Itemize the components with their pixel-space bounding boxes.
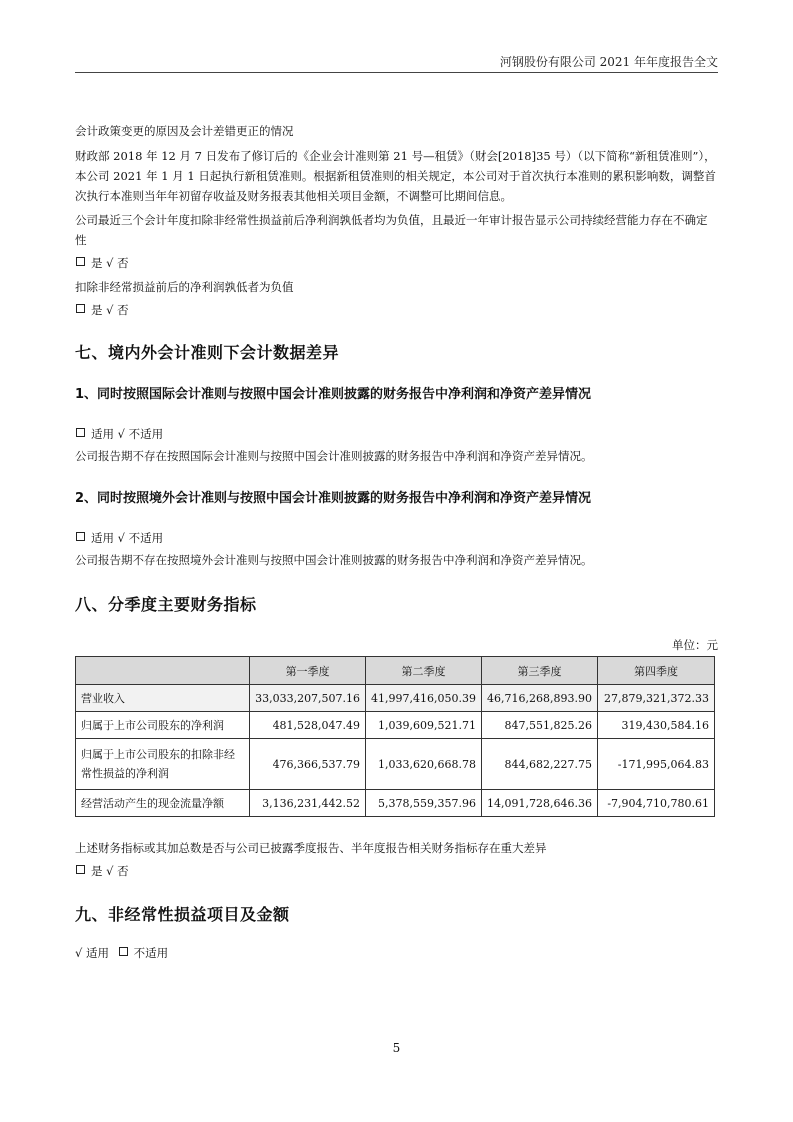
table-header-cell: 第二季度: [366, 657, 482, 685]
table-row: [76, 739, 715, 790]
section-7-2-title: 2、同时按照境外会计准则与按照中国会计准则披露的财务报告中净利润和净资产差异情况: [75, 491, 592, 506]
section-8-choice-label: 是 √ 否: [91, 864, 129, 878]
section-7-2-choice: [75, 528, 163, 548]
checkbox-icon: [119, 947, 128, 956]
quarterly-financial-table: [75, 656, 715, 817]
section-9-choice-checked: √ 适用: [75, 946, 109, 960]
table-cell: 27,879,321,372.33: [598, 685, 715, 712]
section-7-1-choice-label: 适用 √ 不适用: [91, 427, 164, 441]
unit-label: 单位：元: [672, 638, 718, 652]
table-cell: 481,528,047.49: [250, 712, 366, 739]
checkbox-icon: [76, 257, 85, 266]
row-label: 归属于上市公司股东的净利润: [76, 712, 250, 739]
section-9-title: 九、非经常性损益项目及金额: [75, 905, 290, 924]
policy-paragraph-1: 财政部 2018 年 12 月 7 日发布了修订后的《企业会计准则第 21 号—租赁》（财会[2018]35 号）（以下简称“新租赁准则”），本公司 2021 年 1 月 1 日起执行新租赁准则。根据新租赁准则的相关规定，本公司对于首次执行本准则的累积影响数，调整首次执行本准则当年年初留存收益及财务报表其他相关项目金额，不调整可比期间信息。: [75, 149, 716, 203]
section-9-choice-unchecked: 不适用: [133, 946, 169, 960]
table-cell: -7,904,710,780.61: [598, 790, 715, 817]
report-header-title: 河钢股份有限公司 2021 年年度报告全文: [499, 55, 718, 69]
row-label: 经营活动产生的现金流量净额: [76, 790, 250, 817]
table-cell: 41,997,416,050.39: [366, 685, 482, 712]
section-7-1-title: 1、同时按照国际会计准则与按照中国会计准则披露的财务报告中净利润和净资产差异情况: [75, 387, 592, 402]
policy-paragraph-3: 扣除非经常损益前后的净利润孰低者为负值: [75, 280, 294, 294]
checkbox-icon: [76, 428, 85, 437]
table-cell: -171,995,064.83: [598, 739, 715, 790]
table-cell: 319,430,584.16: [598, 712, 715, 739]
table-row: [76, 790, 715, 817]
table-cell: 847,551,825.26: [482, 712, 598, 739]
section-7-title: 七、境内外会计准则下会计数据差异: [75, 343, 340, 362]
table-cell: 3,136,231,442.52: [250, 790, 366, 817]
table-cell: 476,366,537.79: [250, 739, 366, 790]
section-8-note: 上述财务指标或其加总数是否与公司已披露季度报告、半年度报告相关财务指标存在重大差异: [75, 841, 547, 855]
table-cell: 14,091,728,646.36: [482, 790, 598, 817]
choice-negative-profit: [75, 300, 129, 320]
section-8-title: 八、分季度主要财务指标: [75, 595, 257, 614]
table-cell: 46,716,268,893.90: [482, 685, 598, 712]
row-label: 归属于上市公司股东的扣除非经常性损益的净利润: [76, 739, 250, 790]
policy-paragraph-2: 公司最近三个会计年度扣除非经常性损益前后净利润孰低者均为负值，且最近一年审计报告显示公司持续经营能力存在不确定性: [75, 213, 708, 247]
section-7-1-text: 公司报告期不存在按照国际会计准则与按照中国会计准则披露的财务报告中净利润和净资产差异情况。: [75, 449, 593, 463]
table-cell: 1,033,620,668.78: [366, 739, 482, 790]
checkbox-icon: [76, 532, 85, 541]
section-8-choice: [75, 861, 129, 881]
section-7-2-choice-label: 适用 √ 不适用: [91, 531, 164, 545]
table-row: [76, 685, 715, 712]
table-header-cell: 第三季度: [482, 657, 598, 685]
table-header-cell: 第一季度: [250, 657, 366, 685]
policy-heading: 会计政策变更的原因及会计差错更正的情况: [75, 124, 294, 138]
table-cell: 33,033,207,507.16: [250, 685, 366, 712]
table-row: [76, 712, 715, 739]
section-9-choice: [75, 943, 168, 963]
choice-going-concern-label: 是 √ 否: [91, 256, 129, 270]
header-divider: [75, 72, 718, 73]
section-7-1-choice: [75, 424, 163, 444]
table-cell: 1,039,609,521.71: [366, 712, 482, 739]
row-label: 营业收入: [76, 685, 250, 712]
checkbox-icon: [76, 865, 85, 874]
section-7-2-text: 公司报告期不存在按照境外会计准则与按照中国会计准则披露的财务报告中净利润和净资产差异情况。: [75, 553, 593, 567]
page-number: 5: [392, 1041, 401, 1055]
table-header-row: [76, 657, 715, 685]
choice-going-concern: [75, 253, 129, 273]
table-header-cell: 第四季度: [598, 657, 715, 685]
table-cell: 5,378,559,357.96: [366, 790, 482, 817]
table-header-cell: [76, 657, 250, 685]
checkbox-icon: [76, 304, 85, 313]
choice-negative-profit-label: 是 √ 否: [91, 303, 129, 317]
table-cell: 844,682,227.75: [482, 739, 598, 790]
